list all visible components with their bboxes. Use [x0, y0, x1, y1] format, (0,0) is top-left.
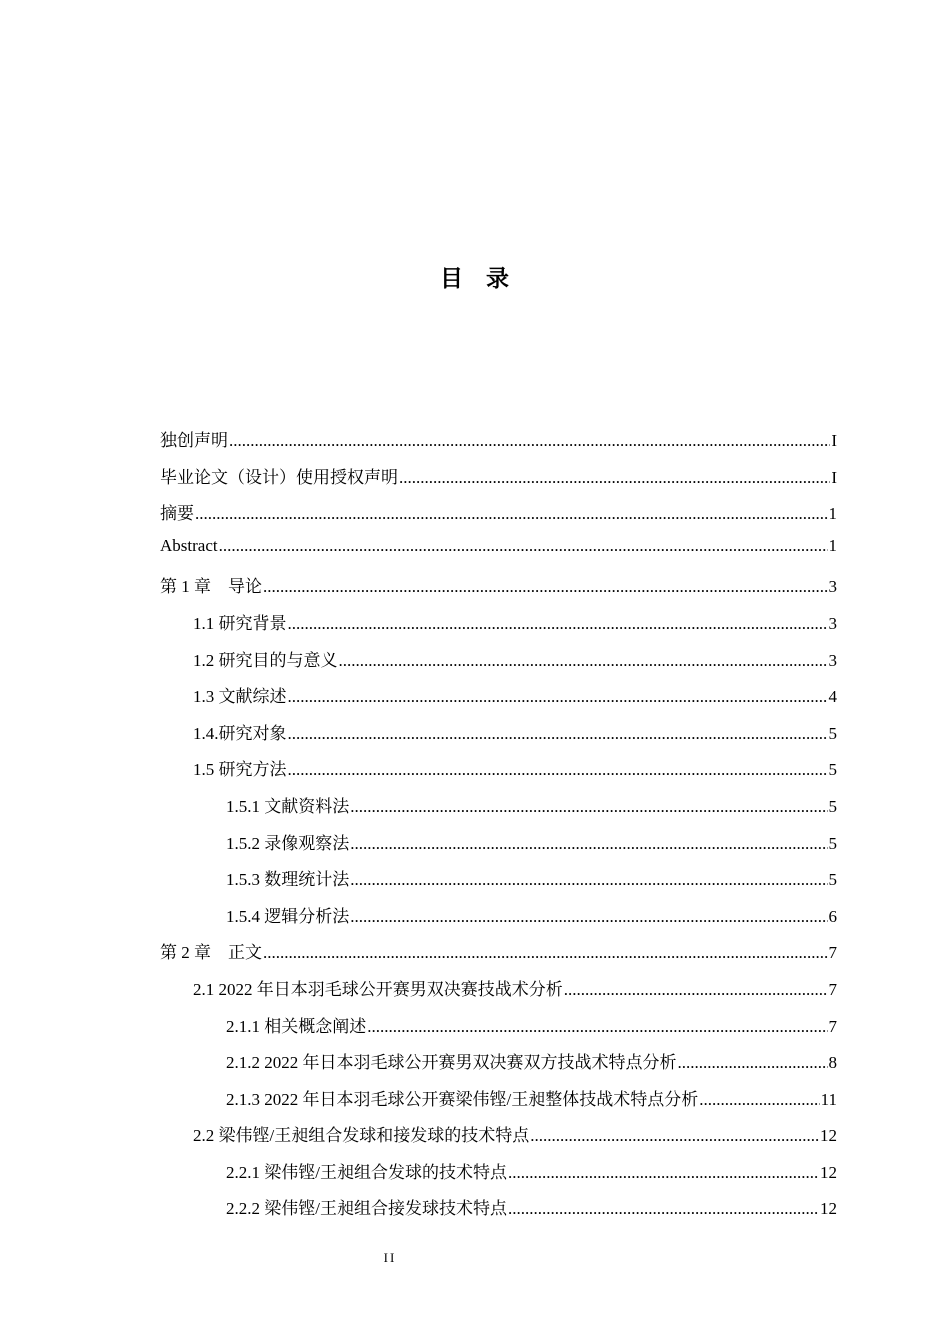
toc-entry-page: 3 [828, 577, 837, 597]
toc-entry-label: 2.1.3 2022 年日本羽毛球公开赛梁伟铿/王昶整体技战术特点分析 [226, 1089, 699, 1109]
toc-entry-label: 2.2 梁伟铿/王昶组合发球和接发球的技术特点 [193, 1126, 530, 1146]
toc-entry-page: 1 [828, 504, 837, 524]
toc-entry-page: 3 [828, 613, 837, 633]
toc-entry[interactable] [160, 499, 837, 536]
toc-entry[interactable] [160, 1012, 837, 1049]
toc-entry-label: 第 2 章 正文 [160, 943, 262, 963]
toc-entry-label: 1.2 研究目的与意义 [193, 650, 338, 670]
toc-entry-label: 1.4.研究对象 [193, 723, 287, 743]
toc-entry[interactable] [160, 1048, 837, 1085]
toc-leader-dots [195, 504, 828, 524]
toc-leader-dots [263, 577, 828, 597]
toc-entry-label: 2.1.2 2022 年日本羽毛球公开赛男双决赛双方技战术特点分析 [226, 1053, 677, 1073]
toc-entry-page: I [831, 467, 837, 487]
toc-entry-label: 第 1 章 导论 [160, 577, 262, 597]
toc-entry-label: 1.5.4 逻辑分析法 [226, 906, 350, 926]
toc-leader-dots [229, 431, 830, 451]
toc-leader-dots [350, 834, 827, 854]
toc-entry[interactable] [160, 755, 837, 792]
toc-entry-page: 5 [828, 870, 837, 890]
toc-entry-label: 1.5.3 数理统计法 [226, 870, 350, 890]
toc-entry-label: 1.1 研究背景 [193, 613, 287, 633]
toc-entry-label: 1.5.1 文献资料法 [226, 796, 350, 816]
toc-entry[interactable] [160, 938, 837, 975]
toc-entry-label: 2.1 2022 年日本羽毛球公开赛男双决赛技战术分析 [193, 979, 563, 999]
toc-entry-label: Abstract [160, 535, 218, 555]
toc-entry-label: 2.2.1 梁伟铿/王昶组合发球的技术特点 [226, 1162, 507, 1182]
toc-leader-dots [564, 980, 828, 1000]
toc-leader-dots [699, 1090, 819, 1110]
toc-entry[interactable] [160, 902, 837, 939]
toc-entry-label: 2.1.1 相关概念阐述 [226, 1016, 367, 1036]
toc-entry-page: 12 [820, 1199, 837, 1219]
toc-entry-page: 5 [828, 760, 837, 780]
toc-entry-label: 1.5.2 录像观察法 [226, 833, 350, 853]
toc-entry[interactable] [160, 572, 837, 609]
title-char: 目 [440, 266, 464, 292]
toc-entry-label: 摘要 [160, 504, 194, 524]
toc-entry[interactable] [160, 829, 837, 866]
toc-entry[interactable] [160, 536, 837, 573]
toc-entry-label: 毕业论文（设计）使用授权声明 [160, 467, 398, 487]
toc-leader-dots [399, 468, 830, 488]
toc-leader-dots [350, 797, 827, 817]
toc-leader-dots [288, 687, 828, 707]
toc-entry-page: 11 [820, 1089, 837, 1109]
toc-entry-page: 1 [828, 535, 837, 555]
toc-entry-page: 6 [828, 906, 837, 926]
toc-leader-dots [530, 1126, 819, 1146]
toc-entry[interactable] [160, 682, 837, 719]
toc-entry[interactable] [160, 1121, 837, 1158]
toc-entry[interactable] [160, 975, 837, 1012]
toc-entry-label: 1.3 文献综述 [193, 687, 287, 707]
toc-entry-page: 5 [828, 723, 837, 743]
toc-leader-dots [219, 536, 828, 556]
toc-entry-page: 4 [828, 687, 837, 707]
toc-entry-page: 7 [828, 979, 837, 999]
page-title [0, 260, 950, 293]
toc-entry-page: I [831, 431, 837, 450]
toc-leader-dots [678, 1053, 828, 1073]
toc-leader-dots [508, 1163, 819, 1183]
toc-entry[interactable] [160, 792, 837, 829]
toc-leader-dots [339, 651, 828, 671]
toc-entry[interactable] [160, 646, 837, 683]
toc-entry[interactable] [160, 463, 837, 500]
toc-leader-dots [367, 1017, 827, 1037]
toc-entry-page: 12 [820, 1126, 837, 1146]
toc-entry-page: 7 [828, 1016, 837, 1036]
toc-leader-dots [263, 943, 828, 963]
page-number: II [383, 1250, 397, 1265]
toc-entry-label: 2.2.2 梁伟铿/王昶组合接发球技术特点 [226, 1199, 507, 1219]
toc-entry-page: 3 [828, 650, 837, 670]
toc-entry-page: 5 [828, 833, 837, 853]
toc-leader-dots [350, 870, 827, 890]
toc-entry-page: 8 [828, 1053, 837, 1073]
table-of-contents [160, 426, 837, 1231]
toc-entry-page: 12 [820, 1162, 837, 1182]
toc-entry[interactable] [160, 426, 837, 463]
toc-entry[interactable] [160, 865, 837, 902]
toc-leader-dots [288, 614, 828, 634]
title-char: 录 [486, 266, 510, 292]
toc-entry[interactable] [160, 1085, 837, 1122]
toc-entry[interactable] [160, 1194, 837, 1231]
toc-entry-label: 独创声明 [160, 431, 228, 450]
toc-entry[interactable] [160, 609, 837, 646]
toc-leader-dots [508, 1199, 819, 1219]
toc-leader-dots [350, 907, 827, 927]
toc-entry-page: 7 [828, 943, 837, 963]
toc-entry-page: 5 [828, 796, 837, 816]
toc-entry-label: 1.5 研究方法 [193, 760, 287, 780]
toc-leader-dots [288, 724, 828, 744]
toc-entry[interactable] [160, 1158, 837, 1195]
toc-leader-dots [288, 760, 828, 780]
toc-entry[interactable] [160, 719, 837, 756]
